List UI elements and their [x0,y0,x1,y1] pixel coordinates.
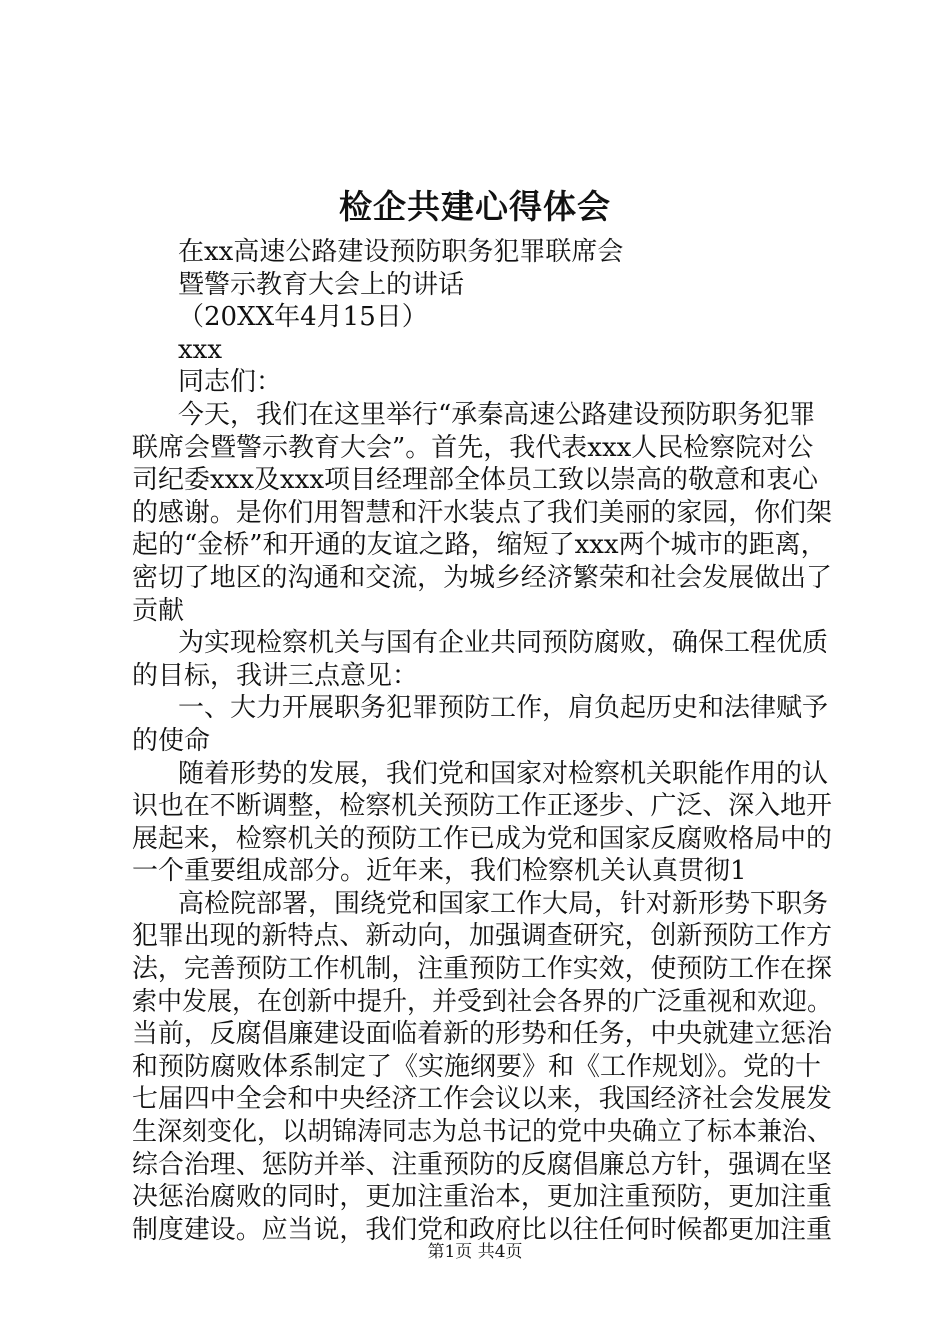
text-line: 展起来，检察机关的预防工作已成为党和国家反腐败格局中的 [132,823,832,854]
text-line: 起的“金桥”和开通的友谊之路，缩短了xxx两个城市的距离， [132,530,827,561]
text-line: 今天，我们在这里举行“承秦高速公路建设预防职务犯罪 [178,399,816,430]
text-line: xxx [178,334,222,365]
text-line: 犯罪出现的新特点、新动向，加强调查研究，创新预防工作方 [132,921,832,952]
text-line: 索中发展，在创新中提升，并受到社会各界的广泛重视和欢迎。 [132,986,832,1017]
text-line: 密切了地区的沟通和交流，为城乡经济繁荣和社会发展做出了 [132,562,832,593]
text-line: 的目标，我讲三点意见： [132,660,419,691]
text-line: 的使命 [132,725,211,756]
text-line: 为实现检察机关与国有企业共同预防腐败，确保工程优质 [178,628,829,659]
text-line: 综合治理、惩防并举、注重预防的反腐倡廉总方针，强调在坚 [132,1149,832,1180]
text-line: 高检院部署，围绕党和国家工作大局，针对新形势下职务 [178,888,829,919]
text-line: 联席会暨警示教育大会”。首先，我代表xxx人民检察院对公 [132,432,814,463]
text-line: 一个重要组成部分。近年来，我们检察机关认真贯彻1 [132,856,747,887]
document-body [132,236,832,1246]
text-line: 的感谢。是你们用智慧和汗水装点了我们美丽的家园，你们架 [132,497,832,528]
text-line: 在xx高速公路建设预防职务犯罪联席会 [178,237,624,267]
text-line: 决惩治腐败的同时，更加注重治本，更加注重预防，更加注重 [132,1182,832,1213]
document-title: 检企共建心得体会 [339,187,611,226]
text-line: 制度建设。应当说，我们党和政府比以往任何时候都更加注重 [132,1214,832,1245]
text-line: （20XX年4月15日） [178,302,428,333]
text-line: 同志们： [178,367,283,398]
text-line: 司纪委xxx及xxx项目经理部全体员工致以崇高的敬意和衷心 [132,465,818,496]
text-line: 暨警示教育大会上的讲话 [178,269,465,300]
text-line: 七届四中全会和中央经济工作会议以来，我国经济社会发展发 [132,1084,832,1115]
text-line: 一、大力开展职务犯罪预防工作，肩负起历史和法律赋予 [178,693,829,724]
text-line: 生深刻变化，以胡锦涛同志为总书记的党中央确立了标本兼治、 [132,1117,832,1148]
text-line: 贡献 [132,595,185,626]
text-line: 随着形势的发展，我们党和国家对检察机关职能作用的认 [178,758,829,789]
text-line: 当前，反腐倡廉建设面临着新的形势和任务，中央就建立惩治 [132,1019,832,1050]
text-line: 识也在不断调整，检察机关预防工作正逐步、广泛、深入地开 [132,791,832,822]
text-line: 和预防腐败体系制定了《实施纲要》和《工作规划》。党的十 [132,1051,822,1082]
text-line: 法，完善预防工作机制，注重预防工作实效，使预防工作在探 [132,954,832,985]
page-footer: 第1页 共4页 [427,1242,523,1262]
